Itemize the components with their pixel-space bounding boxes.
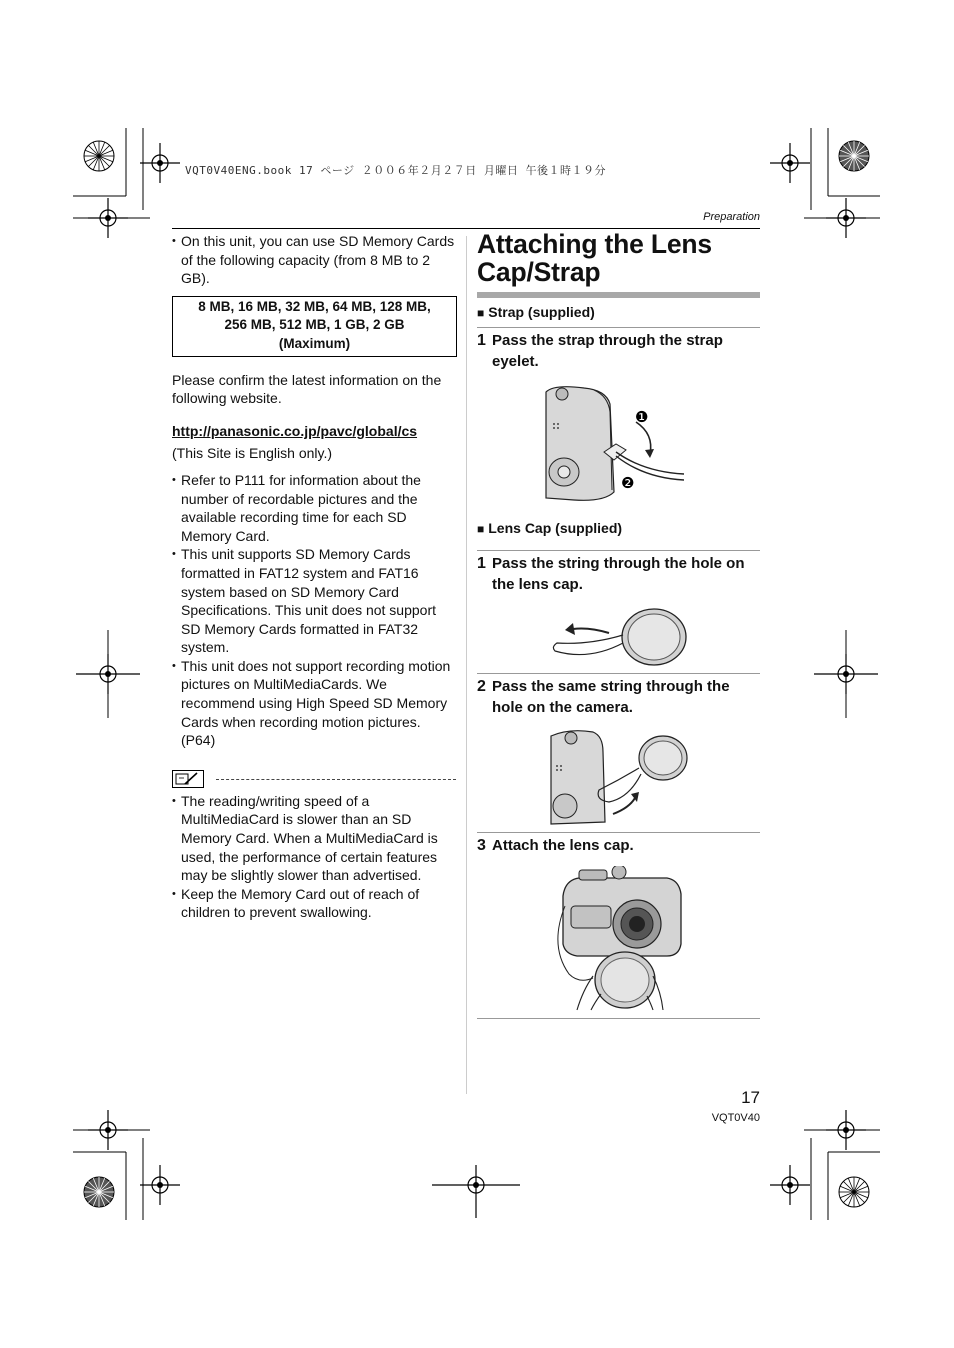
- strap-heading: ■ Strap (supplied): [477, 304, 595, 320]
- square-bullet-icon: ■: [477, 306, 485, 320]
- square-bullet-icon: ■: [477, 522, 485, 536]
- note-header: [172, 770, 457, 792]
- attach-cap-illustration: [549, 866, 689, 1012]
- title-bar: [477, 292, 760, 298]
- lens-cap-step-3: [477, 835, 760, 856]
- divider: [477, 550, 760, 551]
- capacity-line: (Maximum): [278, 335, 351, 351]
- section-label: Preparation: [703, 211, 760, 223]
- step-text: Pass the same string through the hole on the camera.: [492, 678, 730, 716]
- right-column: [477, 230, 760, 1019]
- divider: [477, 327, 760, 328]
- strap-step: [477, 330, 760, 372]
- step-text: Pass the string through the hole on the lens cap.: [492, 555, 745, 593]
- callout-1: ❶: [634, 408, 648, 426]
- note-icon: [172, 770, 204, 788]
- capacity-line: 256 MB, 512 MB, 1 GB, 2 GB: [224, 317, 405, 333]
- lens-cap-illustration: [549, 605, 689, 667]
- divider: [477, 673, 760, 674]
- strap-illustration: [544, 382, 694, 504]
- step-number: 1: [477, 555, 486, 572]
- capacity-box: [172, 296, 457, 357]
- confirm-text: Please confirm the latest information on the following website.: [172, 371, 442, 407]
- column-divider: [466, 236, 467, 1094]
- step-number: 2: [477, 678, 486, 695]
- step-number: 1: [477, 332, 486, 349]
- list-item: • Refer to P111 for information about the number of recordable pictures and the available recording time for each SD Memory Card.: [172, 471, 457, 545]
- list-item: • The reading/writing speed of a MultiMediaCard is slower than an SD Memory Card. When a MultiMediaCard is used, the performance of certain features may be slightly slower than advertised.: [172, 792, 457, 885]
- intro-bullet: • On this unit, you can use SD Memory Cards of the following capacity (from 8 MB to 2 GB).: [172, 232, 457, 288]
- list-item: • Keep the Memory Card out of reach of children to prevent swallowing.: [172, 885, 457, 922]
- document-code: VQT0V40: [711, 1112, 760, 1124]
- camera-string-illustration: [549, 728, 689, 828]
- lens-cap-step-1: [477, 553, 760, 595]
- step-text: Pass the strap through the strap eyelet.: [492, 332, 723, 370]
- support-link[interactable]: http://panasonic.co.jp/pavc/global/cs: [172, 422, 418, 439]
- english-only-note: (This Site is English only.): [172, 445, 333, 462]
- note-divider: [216, 779, 456, 780]
- list-item: • This unit supports SD Memory Cards formatted in FAT12 system and FAT16 system based on SD Memory Card Specifications. This unit does not support SD Memory Cards formatted in FAT32 system.: [172, 545, 457, 657]
- callout-2: ❷: [620, 474, 634, 492]
- lens-cap-step-2: [477, 676, 760, 718]
- print-header: VQT0V40ENG.book 17 ページ ２００６年２月２７日 月曜日 午後１時１９分: [185, 164, 606, 177]
- page-number: 17: [741, 1088, 760, 1107]
- step-number: 3: [477, 837, 486, 854]
- list-item: • This unit does not support recording motion pictures on MultiMediaCards. We recommend using High Speed SD Memory Cards when recording motion pictures. (P64): [172, 657, 457, 750]
- left-column: [172, 232, 457, 922]
- page-title: Attaching the Lens Cap/Strap: [477, 229, 712, 287]
- step-text: Attach the lens cap.: [492, 837, 634, 854]
- divider: [477, 1018, 760, 1019]
- lens-cap-heading: ■ Lens Cap (supplied): [477, 520, 623, 536]
- divider: [477, 832, 760, 833]
- capacity-line: 8 MB, 16 MB, 32 MB, 64 MB, 128 MB,: [198, 298, 431, 314]
